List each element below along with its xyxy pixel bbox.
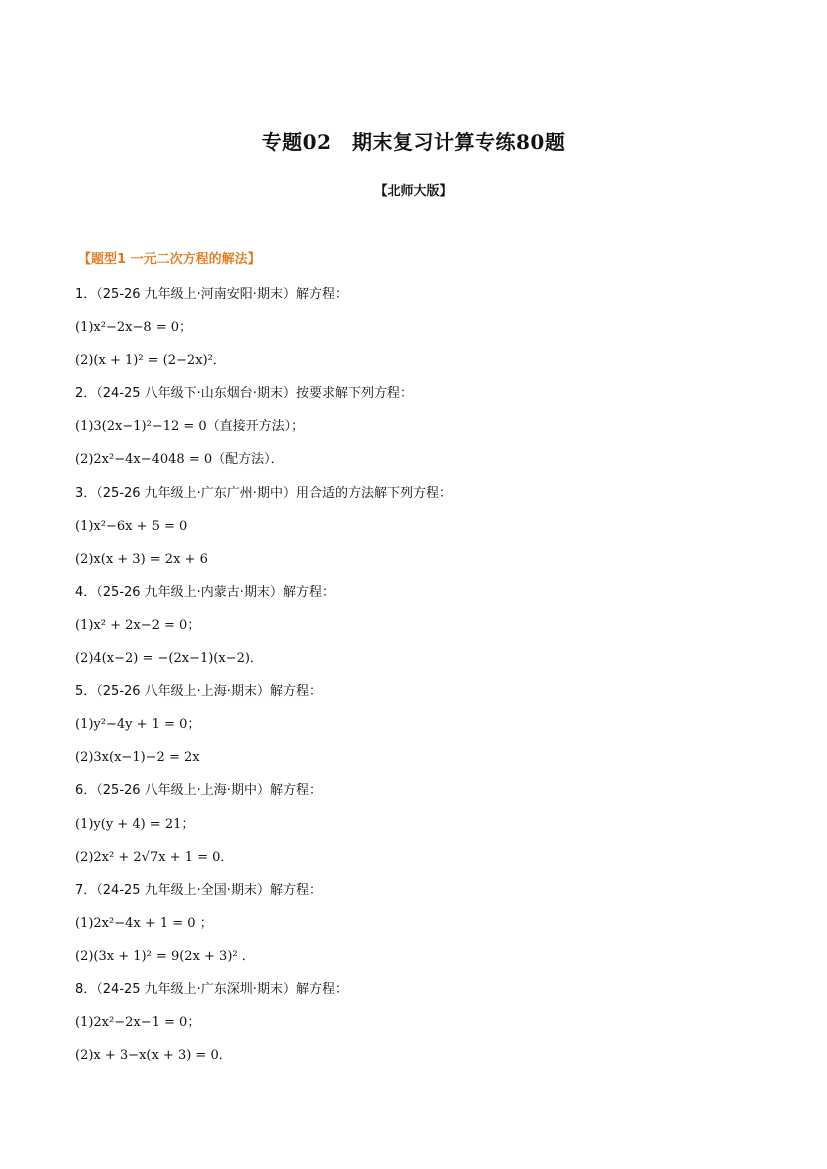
problem-8-source: 8．（24-25 九年级上·广东深圳·期末）解方程： bbox=[75, 981, 348, 997]
problem-7-source: 7．（24-25 九年级上·全国·期末）解方程： bbox=[75, 882, 322, 898]
problem-1-part-2: (2)(x + 1)² = (2−2x)²． bbox=[75, 353, 226, 369]
problem-list bbox=[75, 284, 775, 1078]
problem-4-source: 4．（25-26 九年级上·内蒙古·期末）解方程： bbox=[75, 584, 335, 600]
problem-3-part-2: (2)x(x + 3) = 2x + 6 bbox=[75, 551, 208, 567]
problem-6-source: 6．（25-26 八年级上·上海·期中）解方程： bbox=[75, 783, 322, 799]
problem-2-part-1: (1)3(2x−1)²−12 = 0（直接开方法）； bbox=[75, 419, 305, 435]
problem-2-part-2: (2)2x²−4x−4048 = 0（配方法）． bbox=[75, 452, 284, 468]
problem-5-part-2: (2)3x(x−1)−2 = 2x bbox=[75, 750, 200, 766]
problem-5-part-1: (1)y²−4y + 1 = 0； bbox=[75, 717, 201, 733]
problem-1-part-1: (1)x²−2x−8 = 0； bbox=[75, 320, 193, 336]
problem-4-part-1: (1)x² + 2x−2 = 0； bbox=[75, 617, 201, 633]
problem-5-source: 5．（25-26 八年级上·上海·期末）解方程： bbox=[75, 684, 322, 700]
section-heading: 【题型1 一元二次方程的解法】 bbox=[78, 252, 261, 267]
page-title: 专题02 期末复习计算专练80题 bbox=[261, 130, 566, 154]
problem-3-part-1: (1)x²−6x + 5 = 0 bbox=[75, 518, 188, 534]
edition-label: 【北师大版】 bbox=[374, 184, 453, 199]
problem-7-part-1: (1)2x²−4x + 1 = 0 ； bbox=[75, 915, 213, 931]
problem-7-part-2: (2)(3x + 1)² = 9(2x + 3)² ． bbox=[75, 948, 255, 964]
problem-2-source: 2．（24-25 八年级下·山东烟台·期末）按要求解下列方程： bbox=[75, 386, 413, 402]
problem-6-part-1: (1)y(y + 4) = 21； bbox=[75, 816, 195, 832]
problem-8-part-1: (1)2x²−2x−1 = 0； bbox=[75, 1015, 201, 1031]
problem-3-source: 3．（25-26 九年级上·广东广州·期中）用合适的方法解下列方程： bbox=[75, 485, 452, 501]
problem-8-part-2: (2)x + 3−x(x + 3) = 0． bbox=[75, 1048, 232, 1064]
problem-6-part-2: (2)2x² + 2√7x + 1 = 0． bbox=[75, 849, 234, 865]
problem-1-source: 1．（25-26 九年级上·河南安阳·期末）解方程： bbox=[75, 287, 348, 302]
problem-4-part-2: (2)4(x−2) = −(2x−1)(x−2)． bbox=[75, 651, 263, 667]
